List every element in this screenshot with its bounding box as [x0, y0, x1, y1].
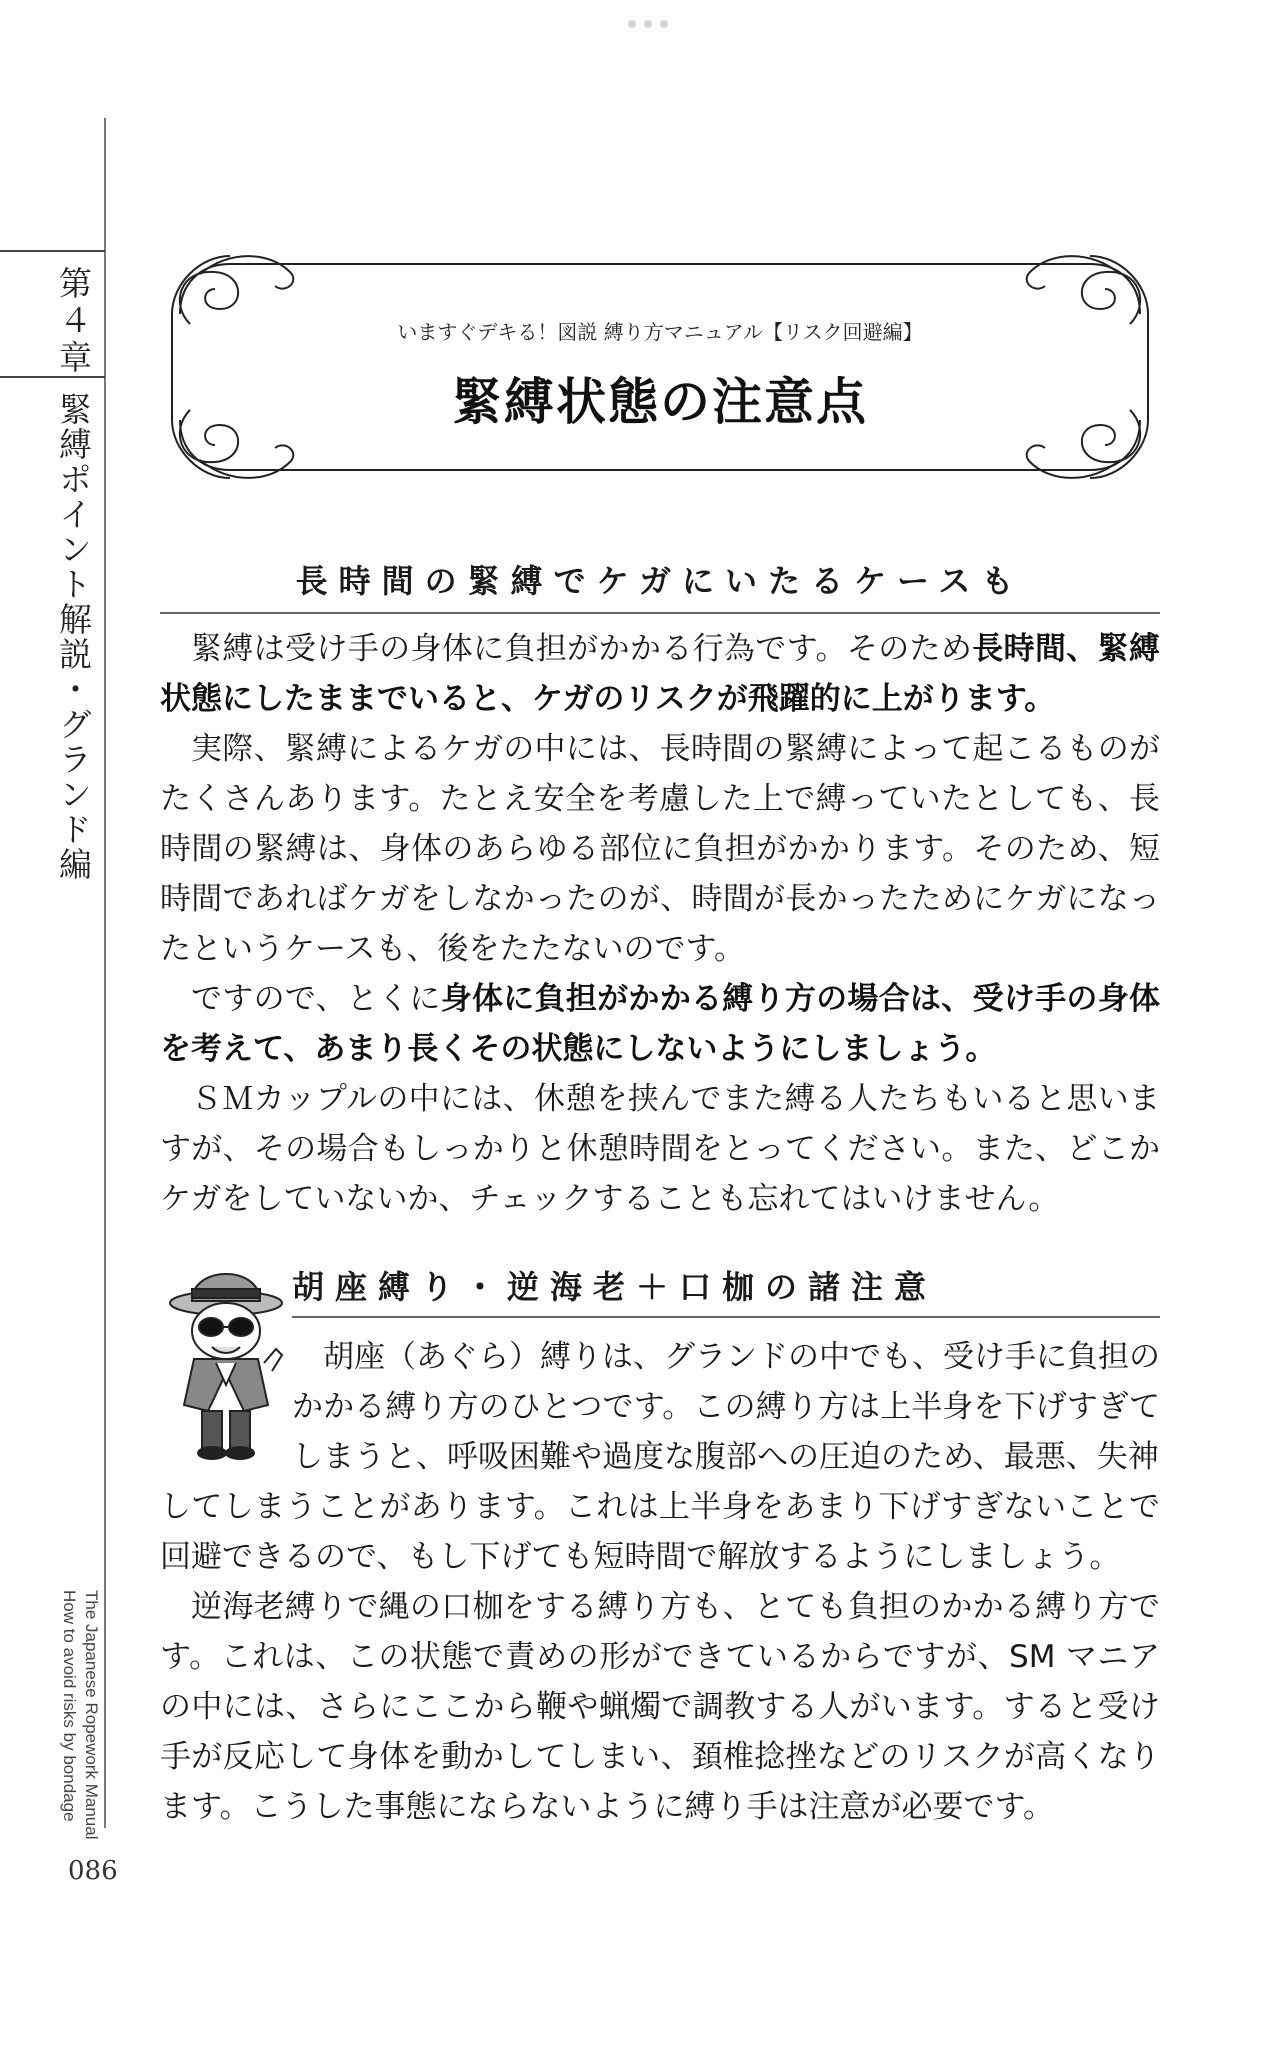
- english-subtitle-line2: How to avoid risks by bondage: [60, 1590, 79, 1822]
- section-label: 緊縛ポイント解説・グランド編: [54, 392, 93, 882]
- english-subtitle-line1: The Japanese Ropework Manual: [82, 1590, 101, 1840]
- paragraph-5-start: 胡座（あぐら）縛りは、グランドの中でも、受け手に負担のかかる縛り方のひとつです。この縛り方は上半身を下げすぎてしまうと、呼吸困難や過度な腹部への圧迫のため、最悪、失神: [292, 1339, 1160, 1475]
- title-frame: [160, 244, 1160, 490]
- paragraph-2: 実際、緊縛によるケガの中には、長時間の緊縛によって起こるものがたくさんあります。たとえ安全を考慮した上で縛っていたとしても、長時間の緊縛は、身体のあらゆる部位に負担がかかります。そのため、短時間であればケガをしなかったのが、時間が長かったためにケガになったというケースも、後をたたないのです。: [160, 731, 1160, 967]
- section-heading-2: 胡座縛り・逆海老＋口枷の諸注意: [292, 1268, 938, 1306]
- paragraph-6: 逆海老縛りで縄の口枷をする縛り方も、とても負担のかかる縛り方です。これは、この状態で責めの形ができているからですが、SM マニアの中には、さらにここから鞭や蝋燭で調教する人がいます。すると受け手が反応して身体を動かしてしまい、頚椎捻挫などのリスクが高くなります。こうした事態にならないように縛り手は注意が必要です。: [160, 1589, 1160, 1825]
- title-subtitle: いますぐデキる！図説 縛り方マニュアル【リスク回避編】: [397, 320, 923, 344]
- paragraph-5-cont: してしまうことがあります。これは上半身をあまり下げすぎないことで回避できるので、もし下げても短時間で解放するようにしましょう。: [160, 1489, 1160, 1575]
- heading-rule-2: [292, 1316, 1160, 1318]
- paragraph-3: ですので、とくに身体に負担がかかる縛り方の場合は、受け手の身体を考えて、あまり長くその状態にしないようにしましょう。: [160, 981, 1160, 1067]
- english-subtitle: [58, 1590, 102, 1839]
- paragraph-1: 緊縛は受け手の身体に負担がかかる行為です。そのため長時間、緊縛状態にしたままでいると、ケガのリスクが飛躍的に上がります。: [160, 631, 1160, 717]
- page-indicator-dots: [628, 20, 668, 28]
- section2-body-bottom: [160, 1482, 1160, 1832]
- page-number: 086: [68, 1856, 118, 1886]
- section2-body-top: [292, 1332, 1160, 1482]
- mascot-illustration: [164, 1255, 294, 1465]
- section1-body: [160, 624, 1160, 1224]
- chapter-label: 第４章: [54, 266, 93, 377]
- section-heading-1: 長時間の緊縛でケガにいたるケースも: [295, 562, 1025, 600]
- page-title: 緊縛状態の注意点: [452, 373, 868, 431]
- paragraph-4: ＳＭカップルの中には、休憩を挟んでまた縛る人たちもいると思いますが、その場合もしっかりと休憩時間をとってください。また、どこかケガをしていないか、チェックすることも忘れてはいけません。: [160, 1081, 1160, 1217]
- heading-rule-1: [160, 612, 1160, 614]
